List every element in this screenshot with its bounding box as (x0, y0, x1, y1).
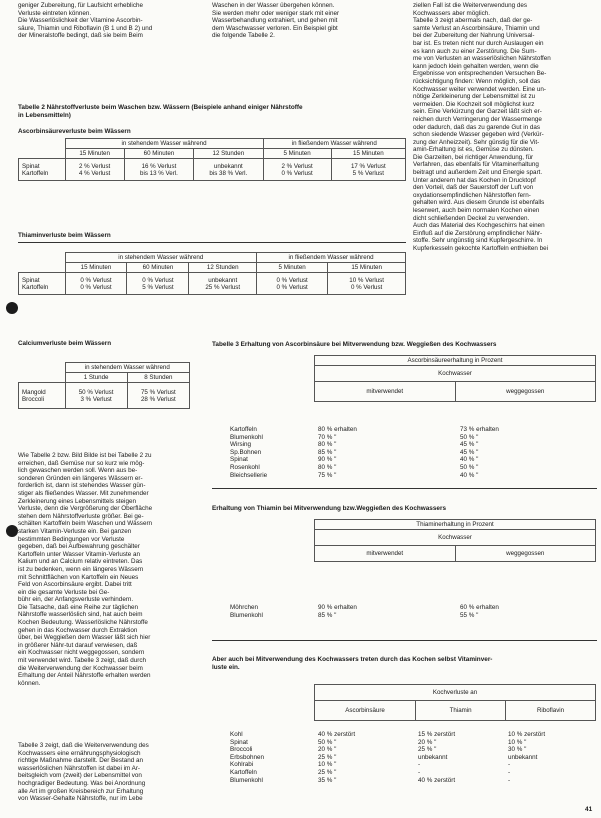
table-cell: 85 % " (318, 448, 337, 456)
row-label: Broccoli (230, 746, 253, 754)
table-row (230, 456, 596, 464)
divider (212, 640, 597, 641)
row-label: Kohlrabi (230, 761, 254, 769)
table-cell: 50 % Verlust 3 % Verlust (65, 383, 127, 409)
table-row (230, 761, 596, 769)
row-label: Rosenkohl (230, 463, 260, 471)
calcium-loss-table (18, 362, 190, 409)
table3-caption: Tabelle 3 Erhaltung von Ascorbinsäure bei Mitverwendung bzw. Weggießen des Kochwassers (212, 341, 497, 348)
table-cell: 16 % Verlust bis 13 % Verl. (124, 159, 193, 181)
table-cell: 90 % erhalten (318, 604, 357, 611)
col-header: 12 Stunden (189, 263, 257, 273)
col2-top-paragraph: Waschen in der Wasser übergehen können. Sie werden mehr oder weniger stark mit einer Wasserbehandlung extrahiert, und gehen mit dem Waschwasser verloren. Ein Beispiel gibt die folgende Tabelle 2. (212, 2, 340, 40)
row-labels: Spinat Kartoffeln (19, 159, 66, 181)
table-row (230, 604, 596, 612)
table-row (230, 612, 596, 620)
col-header: 15 Minuten (331, 149, 405, 159)
table-cell: unbekannt 25 % Verlust (189, 273, 257, 295)
table-cell: - (418, 761, 421, 769)
thiamin-group-flow: in fließendem Wasser während (257, 253, 406, 263)
table-cell: 10 % zerstört (508, 731, 546, 738)
table-cell: 10 % " (508, 738, 527, 746)
col-header: 15 Minuten (65, 263, 127, 273)
row-label: Sp.Bohnen (230, 448, 262, 456)
table-row (230, 434, 596, 442)
table2-caption: Tabelle 2 Nährstoffverluste beim Waschen bzw. Wässern (Beispiele anhand einiger Nährstoffe in Lebensmitteln) (18, 104, 303, 119)
row-labels: Mangold Broccoli (19, 383, 66, 409)
cooking-loss-caption: Aber auch bei Mitverwendung des Kochwassers treten durch das Kochen selbst Vitaminver- luste ein. (212, 656, 493, 671)
table-cell: - (508, 768, 511, 776)
table-cell: 20 % " (418, 738, 437, 746)
table-row (230, 472, 596, 480)
row-label: Blumenkohl (230, 433, 263, 441)
table-cell: 40 % " (460, 471, 479, 479)
page-number: 41 (585, 806, 593, 813)
thiamin-group-still: in stehendem Wasser während (65, 253, 257, 263)
table-row (230, 746, 596, 754)
table-cell: 80 % " (318, 441, 337, 449)
punch-hole-top (6, 302, 18, 314)
table-cell: 40 % " (460, 456, 479, 464)
table-cell: 10 % Verlust 0 % Verlust (328, 273, 406, 295)
table3-subheader: Kochwasser (315, 366, 596, 382)
table-cell: 50 % " (460, 433, 479, 441)
table-row (230, 731, 596, 739)
table-cell: - (508, 761, 511, 769)
row-label: Wirsing (230, 441, 251, 449)
table-cell: 2 % Verlust 4 % Verlust (65, 159, 124, 181)
calcium-title: Calciumverluste beim Wässern (18, 340, 112, 347)
table-cell: 25 % " (418, 746, 437, 754)
col-header: weggegossen (455, 382, 596, 402)
table-cell: 45 % " (460, 441, 479, 449)
table-cell: 25 % " (318, 753, 337, 761)
table-row (230, 426, 596, 434)
table-cell: 73 % erhalten (460, 426, 499, 433)
table-cell: 20 % " (318, 746, 337, 754)
row-label: Kohl (230, 731, 243, 738)
table-cell: 25 % " (318, 768, 337, 776)
punch-hole-bottom (6, 525, 18, 537)
col-header: 8 Stunden (127, 373, 189, 383)
table-cell: unbekannt (508, 753, 538, 761)
thiamin-loss-table (18, 252, 406, 295)
table-cell: 2 % Verlust 0 % Verlust (263, 159, 331, 181)
thiamin-retention-rows (230, 604, 596, 619)
table-cell: 15 % zerstört (418, 731, 456, 738)
table-cell: 10 % " (318, 761, 337, 769)
table-cell: 55 % " (460, 611, 479, 619)
table-row (230, 777, 596, 785)
table-cell: 75 % Verlust 28 % Verlust (127, 383, 189, 409)
table-cell: 45 % " (460, 448, 479, 456)
table-cell: 40 % zerstört (418, 776, 456, 784)
thiamin-retention-header: Thiaminerhaltung in Prozent (315, 520, 596, 530)
col-header: mitverwendet (315, 382, 456, 402)
table-cell: 85 % " (318, 611, 337, 619)
ascorbic-title: Ascorbinsäureverluste beim Wässern (18, 128, 131, 135)
table-cell: 60 % erhalten (460, 604, 499, 611)
table-cell: 75 % " (318, 471, 337, 479)
col1-lower-paragraph: Wie Tabelle 2 bzw. Bild Bilde ist bei Tabelle 2 zu erreichen, daß Gemüse nur so kurz wie mög- lich gewaschen werden soll. Wenn aus be- sonderen Gründen ein längeres Wässern er- forderlich ist, dann ist stehendes Wasser gün- stiger als fließendes Wasser. Mit zunehmender Zerkleinerung eines Lebensmittels steigen Verluste, denn die Vergrößerung der Oberfläche stehen dem Nährstoffverluste größer. Bei ge- schälten Kartoffeln beim Waschen und Wässern starken Vitamin-Verluste ein. Bei ganzen bestimmten Bedingungen vor Verluste gegeben, daß bei Aufbewahrung geschälter Kartoffeln unter Wasser Vitamin-Verluste an Kalium und an Calcium relativ eintreten. Das ist zu bedenken, wenn ein längeres Wässern mit Schnittflächen von Kartoffeln ein Neues Feld von Ascorbinsäure ergibt. Dabei tritt ein die gesamte Verluste bei Ge- bühr ein, der Anfangsverluste verhindern. Die Tatsache, daß eine Reihe zur täglichen Nährstoffe wasserlöslich sind, hat auch beim Kochen Bedeutung. Wasserlösliche Nährstoffe gehen in das Kochwasser durch Extraktion über, bei Weggießen dem Wasser läßt sich hier in größerer Nähr-tut darauf verwiesen, daß ein Kochwasser nicht weggegossen, sondern mit verwendet wird. Tabelle 3 zeigt, daß durch die Weiterverwendung der Kochwasser beim Erhaltung der Anteil Nährstoffe erhalten werden können. (18, 452, 153, 687)
table-row (230, 769, 596, 777)
col3-paragraph: ziellen Fall ist die Weiterverwendung des Kochwassers aber möglich. Tabelle 3 zeigt abermals nach, daß der ge- samte Verlust an Ascorbinsäure, Thiamin und bei der Zubereitung der Nahrung Universal- bar ist. Es treten nicht nur durch Auslaugen ein es kann auch zu einer Zerstörung. Die Sum- me von Verlusten an wasserlöslichen Nährstoffen kann jedoch klein gehalten werden, wenn die Ergebnisse von entsprechenden Versuchen Be- rücksichtigung finden: Wenn möglich, soll das Kochwasser weiter verwendet werden. Eine un- nötige Zerkleinerung der Lebensmittel ist zu vermeiden. Die Kochzeit soll möglichst kurz sein. Eine Verkürzung der Garzeit läßt sich er- reichen durch Verringerung der Wassermenge oder dadurch, daß das zu garende Gut in das schon siedende Wasser gegeben wird (Verkür- zung der Anheizzeit). Sehr günstig für die Vit- amin-Erhaltung ist es, Gemüse zu dünsten. Die Garzeiten, bei richtiger Anwendung, für Verfahren, das ebenfalls für Vitaminerhaltung beitragt und außerdem Zeit und Energie spart. Unter anderem hat das Kochen in Drucktopf den Vorteil, daß der Sauerstoff der Luft von oxydationsempfindlichen Nährstoffen fern- gehalten wird. Aus diesem Grunde ist ebenfalls leserwert, auch beim normalen Kochen einen dicht schließenden Deckel zu verwenden. Auch das Material des Kochgeschirrs hat einen Einfluß auf die Zerstörung empfindlicher Nähr- stoffe. Sehr ungünstig sind Kupfergeschirre. In Kupferkesseln gekochte Kartoffeln enthielten bei (413, 2, 551, 252)
table-cell: 70 % " (318, 433, 337, 441)
table-cell: 40 % zerstört (318, 731, 356, 738)
row-label: Blumenkohl (230, 611, 263, 619)
col-header: 1 Stunde (65, 373, 127, 383)
col-header: 60 Minuten (124, 149, 193, 159)
thiamin-retention-table (314, 519, 596, 592)
table-cell: 0 % Verlust 0 % Verlust (257, 273, 328, 295)
table-cell: unbekannt bis 38 % Verl. (194, 159, 263, 181)
row-label: Erbsbohnen (230, 753, 264, 761)
row-labels: Spinat Kartoffeln (19, 273, 66, 295)
thiamin-retention-caption: Erhaltung von Thiamin bei Mitverwendung bzw.Weggießen des Kochwassers (212, 505, 447, 512)
calcium-group: in stehendem Wasser während (65, 363, 190, 373)
row-label: Möhrchen (230, 604, 259, 611)
row-label: Blumenkohl (230, 776, 263, 784)
table-cell: 80 % " (318, 463, 337, 471)
divider (18, 242, 406, 243)
cooking-loss-rows (230, 731, 596, 784)
table-cell: 17 % Verlust 5 % Verlust (331, 159, 405, 181)
col-header: weggegossen (455, 546, 596, 562)
table3-header: Ascorbinsäureerhaltung in Prozent (315, 356, 596, 366)
table3-rows (230, 426, 596, 479)
row-label: Kartoffeln (230, 768, 257, 776)
table-cell: 80 % erhalten (318, 426, 357, 433)
table-cell: - (508, 776, 511, 784)
row-label: Spinat (230, 456, 248, 464)
thiamin-retention-subheader: Kochwasser (315, 530, 596, 546)
col1-bottom-paragraph: Tabelle 3 zeigt, daß die Weiterverwendung des Kochwassers eine ernährungsphysiologisch richtige Maßnahme darstellt. Der Bestand an wasserlöslichen Nährstoffen ist dabei im Ar- beitsgleich vom (zweit) der Lebensmittel von hochgradiger Bedeutung. Was bei Anordnung alle Art im großen Kreisbereich zur Erhaltung von Wasser-Gehalte Nährstoffe, nur im Lebe (18, 742, 149, 803)
row-label: Spinat (230, 738, 248, 746)
thiamin-title: Thiaminverluste beim Wässern (18, 232, 111, 239)
table-row (230, 739, 596, 747)
col-header: 15 Minuten (328, 263, 406, 273)
table-cell: 90 % " (318, 456, 337, 464)
col-header: mitverwendet (315, 546, 456, 562)
table-row (230, 464, 596, 472)
row-label: Kartoffeln (230, 426, 257, 433)
row-label: Bleichsellerie (230, 471, 268, 479)
col-header: Ascorbinsäure (315, 701, 416, 721)
col-header: Riboflavin (506, 701, 596, 721)
table-cell: unbekannt (418, 753, 448, 761)
table-cell: 50 % " (318, 738, 337, 746)
divider (212, 488, 597, 489)
table-cell: 30 % " (508, 746, 527, 754)
table-cell: - (418, 768, 421, 776)
cooking-loss-header: Kochverluste an (315, 685, 596, 701)
table-cell: 35 % " (318, 776, 337, 784)
table-cell: 50 % " (460, 463, 479, 471)
col-header: Thiamin (416, 701, 506, 721)
table-row (230, 754, 596, 762)
col-header: 5 Minuten (257, 263, 328, 273)
table-cell: 0 % Verlust 0 % Verlust (65, 273, 127, 295)
col1-top-paragraph: geniger Zubereitung, für Laufsicht erhebliche Verluste eintreten können. Die Wasserlöslichkeit der Vitamine Ascorbin- säure, Thiamin und Riboflavin (B 1 und B 2) und der Mineralstoffe bedingt, daß sie beim Beim (18, 2, 153, 40)
col-header: 15 Minuten (65, 149, 124, 159)
col-header: 5 Minuten (263, 149, 331, 159)
table-row (230, 441, 596, 449)
ascorbic-group-flow: in fließendem Wasser während (263, 139, 405, 149)
col-header: 60 Minuten (127, 263, 189, 273)
col-header: 12 Stunden (194, 149, 263, 159)
table-cell: 0 % Verlust 5 % Verlust (127, 273, 189, 295)
ascorbic-loss-table (18, 138, 406, 181)
ascorbic-group-still: in stehendem Wasser während (65, 139, 263, 149)
table-row (230, 449, 596, 457)
